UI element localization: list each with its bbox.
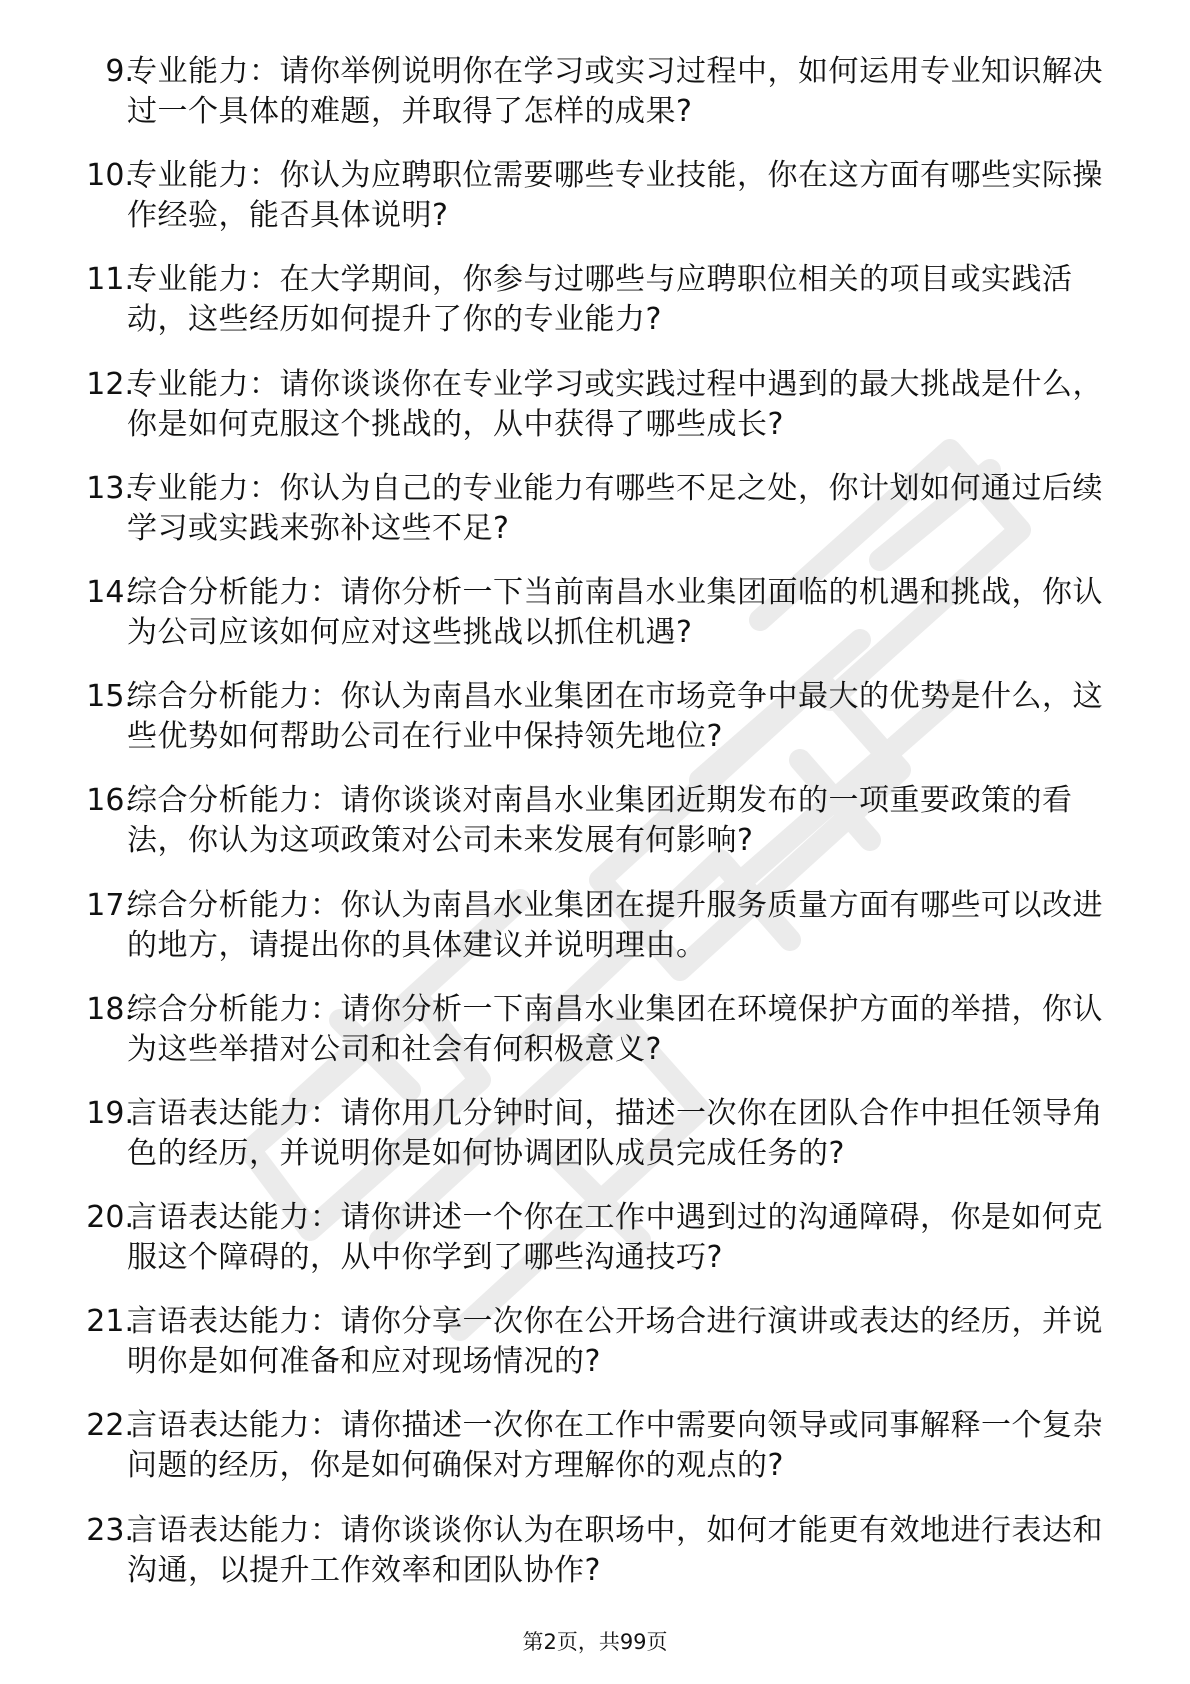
list-item xyxy=(0,573,1190,677)
question-text: 综合分析能力：你认为南昌水业集团在提升服务质量方面有哪些可以改进的地方，请提出你的具体建议并说明理由。 xyxy=(127,887,1103,963)
question-number: 19. xyxy=(86,1095,134,1131)
question-number: 22. xyxy=(86,1408,134,1444)
page-footer xyxy=(0,1628,1190,1656)
question-text: 言语表达能力：请你用几分钟时间，描述一次你在团队合作中担任领导角色的经历，并说明你是如何协调团队成员完成任务的? xyxy=(127,1095,1103,1171)
question-text: 综合分析能力：请你谈谈对南昌水业集团近期发布的一项重要政策的看法，你认为这项政策对公司未来发展有何影响? xyxy=(127,783,1073,859)
list-item xyxy=(0,1406,1190,1510)
question-number: 9. xyxy=(105,54,134,89)
question-number: 10. xyxy=(86,158,134,194)
list-item xyxy=(0,156,1190,260)
list-item xyxy=(0,781,1190,885)
question-number: 16. xyxy=(86,783,134,819)
question-text: 专业能力：请你谈谈你在专业学习或实践过程中遇到的最大挑战是什么，你是如何克服这个挑战的，从中获得了哪些成长? xyxy=(127,366,1103,442)
question-number: 12. xyxy=(86,366,134,402)
list-item xyxy=(0,677,1190,781)
question-list xyxy=(0,52,1190,1615)
page-number: 第2页，共99页 xyxy=(522,1630,668,1654)
question-text: 言语表达能力：请你讲述一个你在工作中遇到过的沟通障碍，你是如何克服这个障碍的，从中你学到了哪些沟通技巧? xyxy=(127,1200,1103,1276)
question-number: 20. xyxy=(86,1200,134,1236)
list-item xyxy=(0,260,1190,364)
question-text: 言语表达能力：请你描述一次你在工作中需要向领导或同事解释一个复杂问题的经历，你是如何确保对方理解你的观点的? xyxy=(127,1408,1103,1484)
list-item xyxy=(0,990,1190,1094)
question-number: 11. xyxy=(86,262,134,298)
question-number: 13. xyxy=(86,470,134,506)
question-text: 专业能力：你认为自己的专业能力有哪些不足之处，你计划如何通过后续学习或实践来弥补这些不足? xyxy=(127,470,1103,546)
list-item xyxy=(0,886,1190,990)
question-text: 专业能力：请你举例说明你在学习或实习过程中，如何运用专业知识解决过一个具体的难题，并取得了怎样的成果? xyxy=(127,54,1103,129)
list-item xyxy=(0,1198,1190,1302)
list-item xyxy=(0,1511,1190,1615)
question-text: 专业能力：在大学期间，你参与过哪些与应聘职位相关的项目或实践活动，这些经历如何提升了你的专业能力? xyxy=(127,262,1073,338)
list-item xyxy=(0,1302,1190,1406)
question-text: 言语表达能力：请你分享一次你在公开场合进行演讲或表达的经历，并说明你是如何准备和应对现场情况的? xyxy=(127,1304,1103,1380)
question-text: 言语表达能力：请你谈谈你认为在职场中，如何才能更有效地进行表达和沟通，以提升工作效率和团队协作? xyxy=(127,1512,1103,1588)
question-number: 17. xyxy=(86,887,134,923)
question-number: 23. xyxy=(86,1512,134,1548)
question-number: 15. xyxy=(86,679,134,715)
question-text: 专业能力：你认为应聘职位需要哪些专业技能，你在这方面有哪些实际操作经验，能否具体说明? xyxy=(127,158,1103,234)
list-item xyxy=(0,52,1190,156)
question-number: 18. xyxy=(86,991,134,1027)
list-item xyxy=(0,469,1190,573)
list-item xyxy=(0,365,1190,469)
question-text: 综合分析能力：请你分析一下当前南昌水业集团面临的机遇和挑战，你认为公司应该如何应对这些挑战以抓住机遇? xyxy=(127,574,1103,650)
question-text: 综合分析能力：你认为南昌水业集团在市场竞争中最大的优势是什么，这些优势如何帮助公司在行业中保持领先地位? xyxy=(127,679,1103,755)
list-item xyxy=(0,1094,1190,1198)
question-text: 综合分析能力：请你分析一下南昌水业集团在环境保护方面的举措，你认为这些举措对公司和社会有何积极意义? xyxy=(127,991,1103,1067)
question-number: 21. xyxy=(86,1304,134,1340)
question-number: 14. xyxy=(86,574,134,610)
